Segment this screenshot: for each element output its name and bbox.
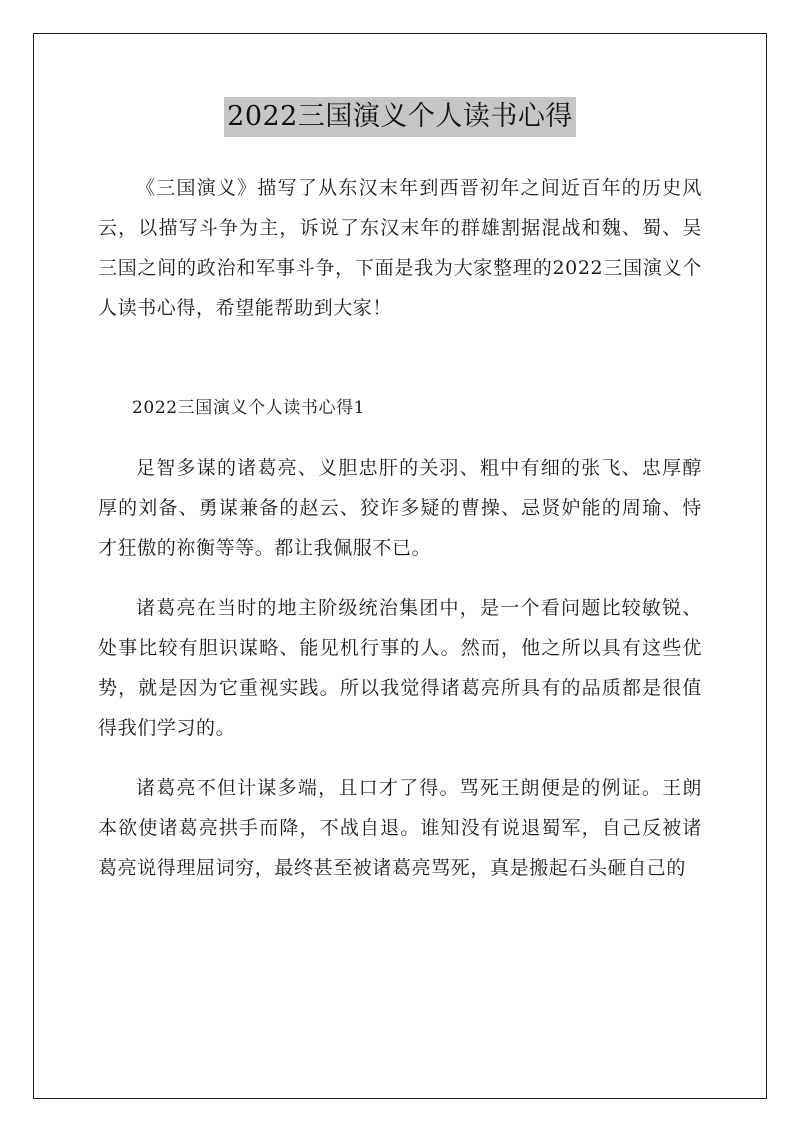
document-body <box>98 168 702 908</box>
title-container <box>0 97 800 137</box>
body-paragraph: 足智多谋的诸葛亮、义胆忠肝的关羽、粗中有细的张飞、忠厚醇厚的刘备、勇谋兼备的赵云、狡诈多疑的曹操、忌贤妒能的周瑜、恃才狂傲的祢衡等等。都让我佩服不已。 <box>98 457 702 559</box>
body-paragraph: 诸葛亮在当时的地主阶级统治集团中，是一个看问题比较敏锐、处事比较有胆识谋略、能见机行事的人。然而，他之所以具有这些优势，就是因为它重视实践。所以我觉得诸葛亮所具有的品质都是很值得我们学习的。 <box>98 597 702 739</box>
intro-paragraph: 《三国演义》描写了从东汉末年到西晋初年之间近百年的历史风云，以描写斗争为主，诉说了东汉末年的群雄割据混战和魏、蜀、吴三国之间的政治和军事斗争，下面是我为大家整理的2022三国演义个人读书心得，希望能帮助到大家！ <box>98 177 702 319</box>
document-title: 2022三国演义个人读书心得 <box>224 97 576 137</box>
section-heading: 2022三国演义个人读书心得1 <box>132 398 366 418</box>
body-paragraph: 诸葛亮不但计谋多端，且口才了得。骂死王朗便是的例证。王朗本欲使诸葛亮拱手而降，不战自退。谁知没有说退蜀军，自己反被诸葛亮说得理屈词穷，最终甚至被诸葛亮骂死，真是搬起石头砸自己的 <box>98 777 702 879</box>
